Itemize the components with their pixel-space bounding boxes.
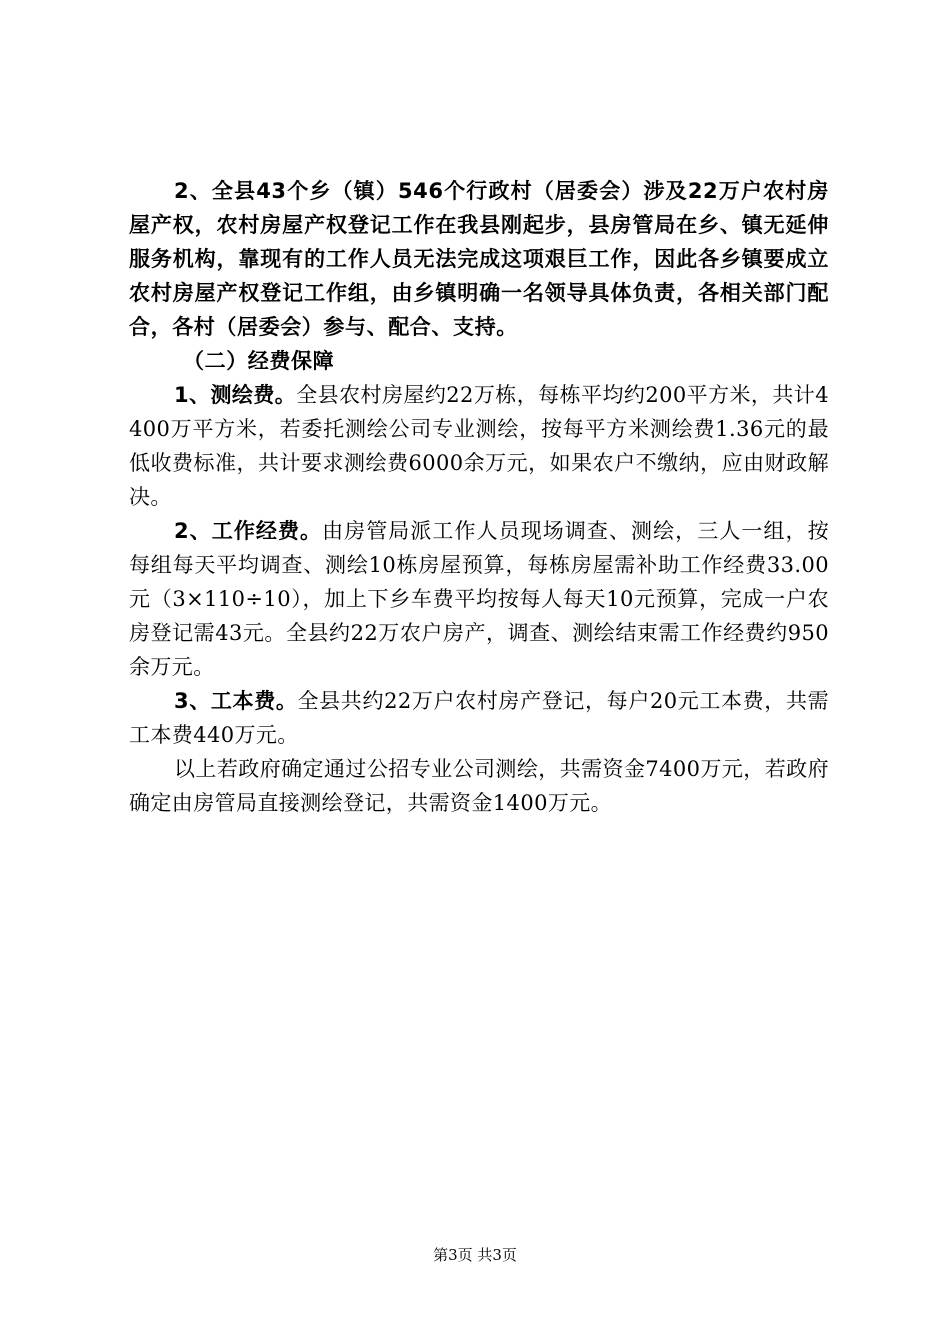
paragraph-summary [129,752,829,820]
certificate-fee-lead: 3、工本费。 [174,689,298,713]
paragraph-survey-fee [129,378,829,514]
section-heading-text: （二）经费保障 [183,349,335,373]
paragraph-certificate-fee [129,684,829,752]
paragraph-work-funds [129,514,829,684]
survey-fee-text: 全县农村房屋约22万栋，每栋平均约200平方米，共计4400万平方米，若委托测绘公司专业测绘，按每平方米测绘费1.36元的最低收费标准，共计要求测绘费6000余万元，如果农户不缴纳，应由财政解决。 [129,383,830,509]
work-funds-text: 由房管局派工作人员现场调查、测绘，三人一组，按每组每天平均调查、测绘10栋房屋预算，每栋房屋需补助工作经费33.00元（3×110÷10），加上下乡车费平均按每人每天10元预算，完成一户农房登记需43元。全县约22万农户房产，调查、测绘结束需工作经费约950余万元。 [129,519,829,679]
page-number-label: 第3页 共3页 [433,1246,517,1264]
document-body [129,174,829,820]
certificate-fee-text: 全县共约22万户农村房产登记，每户20元工本费，共需工本费440万元。 [129,689,830,747]
page-footer [0,1245,950,1265]
survey-fee-lead: 1、测绘费。 [174,383,297,407]
section-heading-funding [129,344,829,378]
summary-text: 以上若政府确定通过公招专业公司测绘，共需资金7400万元，若政府确定由房管局直接测绘登记，共需资金1400万元。 [129,757,829,815]
paragraph-organization-text: 2、全县43个乡（镇）546个行政村（居委会）涉及22万户农村房屋产权，农村房屋产权登记工作在我县刚起步，县房管局在乡、镇无延伸服务机构，靠现有的工作人员无法完成这项艰巨工作，因此各乡镇要成立农村房屋产权登记工作组，由乡镇明确一名领导具体负责，各相关部门配合，各村（居委会）参与、配合、支持。 [129,179,829,339]
paragraph-organization [129,174,829,344]
work-funds-lead: 2、工作经费。 [174,519,323,543]
